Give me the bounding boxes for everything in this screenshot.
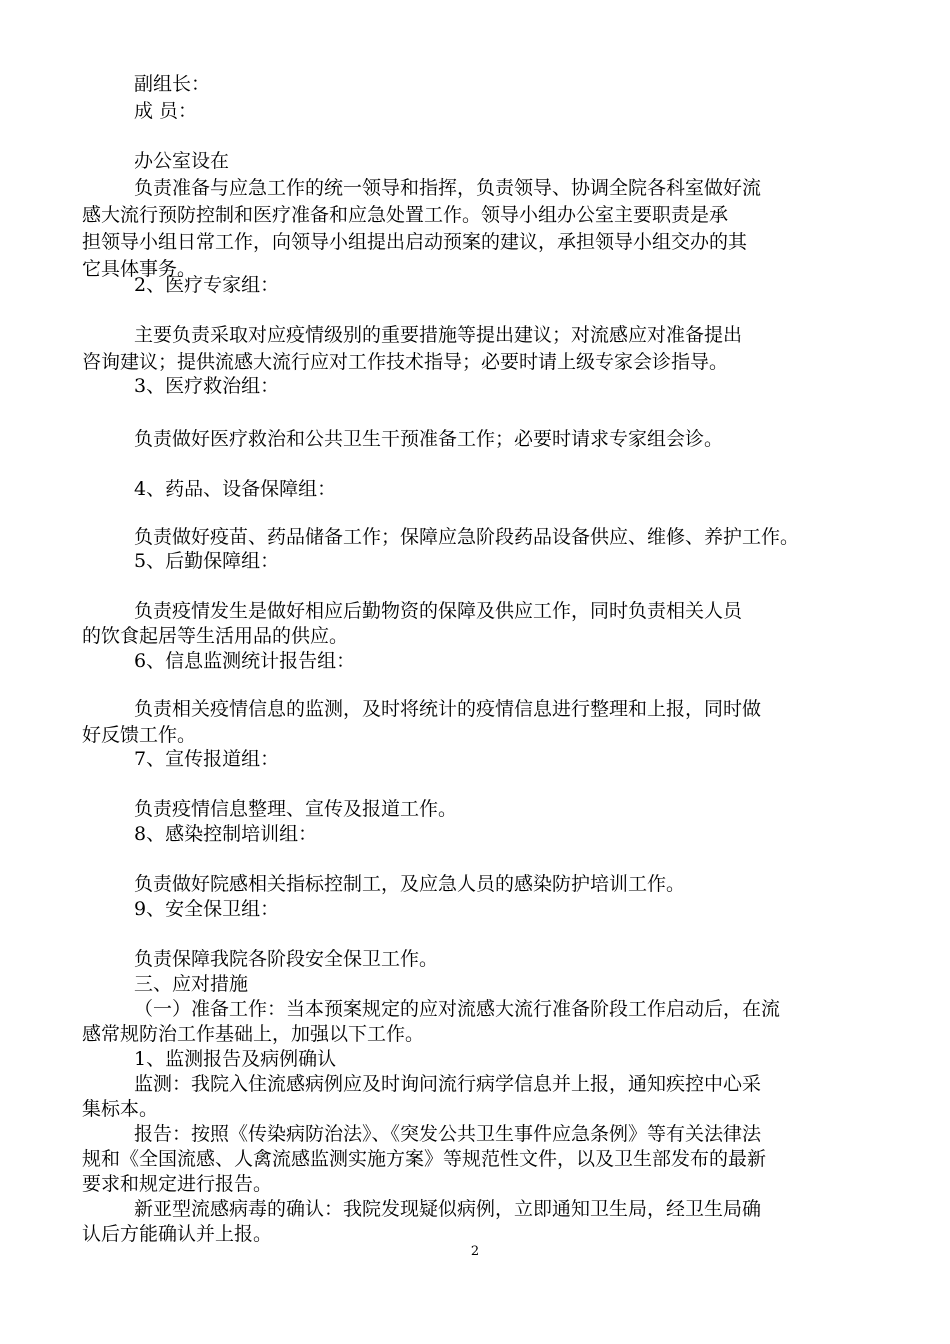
text-line: 它具体事务。	[82, 258, 197, 280]
text-line: 新亚型流感病毒的确认：我院发现疑似病例，立即通知卫生局，经卫生局确	[134, 1198, 762, 1220]
text-line: 负责准备与应急工作的统一领导和指挥，负责领导、协调全院各科室做好流	[134, 177, 762, 199]
text-line: 担领导小组日常工作，向领导小组提出启动预案的建议，承担领导小组交办的其	[82, 231, 748, 253]
text-line: 负责保障我院各阶段安全保卫工作。	[134, 948, 439, 970]
text-line: 9、安全保卫组：	[134, 898, 280, 920]
text-line: 办公室设在	[134, 150, 230, 172]
text-line: 7、宣传报道组：	[134, 748, 280, 770]
page-number: 2	[470, 1244, 480, 1259]
text-line: 负责做好疫苗、药品储备工作；保障应急阶段药品设备供应、维修、养护工作。	[134, 526, 800, 548]
text-line: 报告：按照《传染病防治法》、《突发公共卫生事件应急条例》等有关法律法	[134, 1123, 762, 1145]
text-line: 感常规防治工作基础上，加强以下工作。	[82, 1023, 425, 1045]
text-line: 认后方能确认并上报。	[82, 1223, 273, 1245]
text-line: 6、信息监测统计报告组：	[134, 650, 356, 672]
text-line: 3、医疗救治组：	[134, 375, 280, 397]
text-line: 负责疫情信息整理、宣传及报道工作。	[134, 798, 458, 820]
text-line: 规和《全国流感、人禽流感监测实施方案》等规范性文件，以及卫生部发布的最新	[82, 1148, 767, 1170]
text-line: 8、感染控制培训组：	[134, 823, 318, 845]
text-line: 负责疫情发生是做好相应后勤物资的保障及供应工作，同时负责相关人员	[134, 600, 743, 622]
text-line: 负责相关疫情信息的监测，及时将统计的疫情信息进行整理和上报，同时做	[134, 698, 762, 720]
text-line: 三、应对措施	[134, 973, 249, 995]
text-line: 负责做好医疗救治和公共卫生干预准备工作；必要时请求专家组会诊。	[134, 428, 724, 450]
text-line: 监测：我院入住流感病例应及时询问流行病学信息并上报，通知疾控中心采	[134, 1073, 762, 1095]
text-line: 2、医疗专家组：	[134, 274, 280, 296]
text-line: 要求和规定进行报告。	[82, 1173, 273, 1195]
text-line: 好反馈工作。	[82, 724, 197, 746]
text-line: 5、后勤保障组：	[134, 550, 280, 572]
text-line: 感大流行预防控制和医疗准备和应急处置工作。领导小组办公室主要职责是承	[82, 204, 729, 226]
text-line: 集标本。	[82, 1098, 159, 1120]
text-line: 成 员：	[134, 100, 198, 122]
text-line: （一）准备工作：当本预案规定的应对流感大流行准备阶段工作启动后，在流	[134, 998, 781, 1020]
text-line: 4、药品、设备保障组：	[134, 478, 337, 500]
text-line: 主要负责采取对应疫情级别的重要措施等提出建议；对流感应对准备提出	[134, 324, 743, 346]
text-line: 1、监测报告及病例确认	[134, 1048, 337, 1070]
text-line: 的饮食起居等生活用品的供应。	[82, 625, 349, 647]
text-line: 副组长：	[134, 73, 211, 95]
text-line: 咨询建议；提供流感大流行应对工作技术指导；必要时请上级专家会诊指导。	[82, 351, 729, 373]
text-line: 负责做好院感相关指标控制工，及应急人员的感染防护培训工作。	[134, 873, 686, 895]
